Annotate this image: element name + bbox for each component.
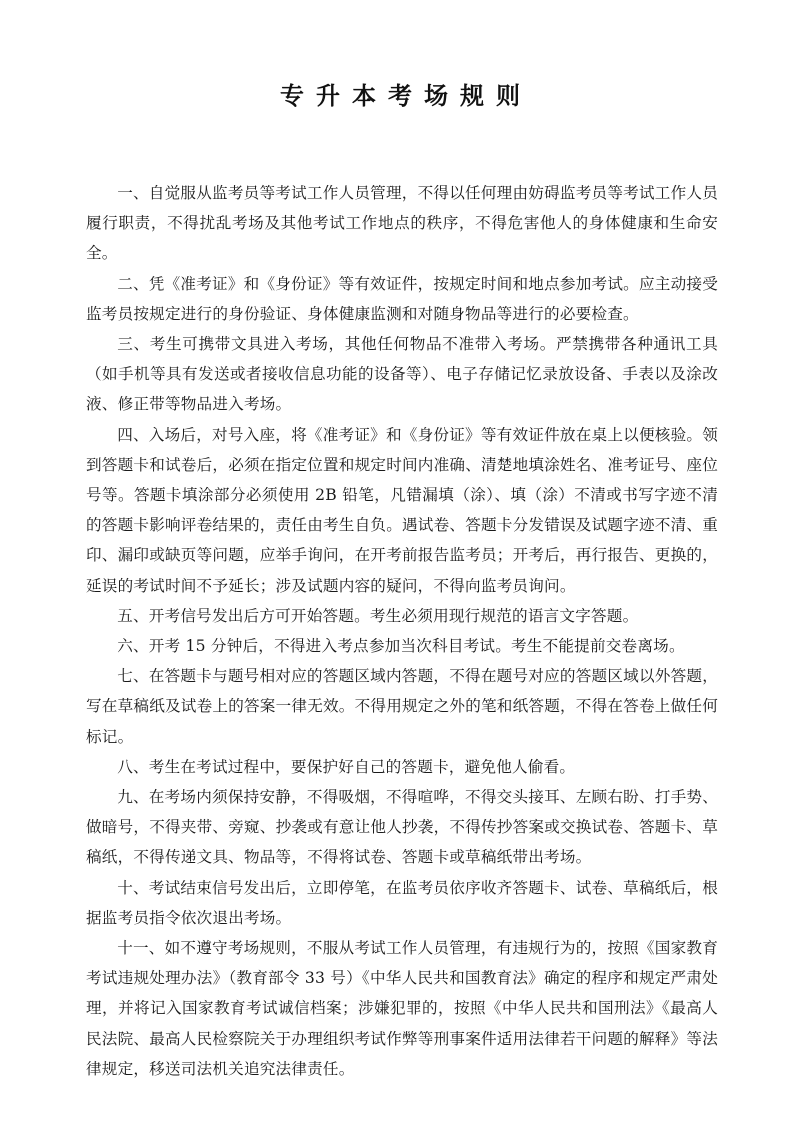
rule-paragraph-6: 六、开考 15 分钟后，不得进入考点参加当次科目考试。考生不能提前交卷离场。 (117, 637, 685, 656)
rule-paragraph-1: 一、自觉服从监考员等考试工作人员管理，不得以任何理由妨碍监考员等考试工作人员履行职责，不得扰乱考场及其他考试工作地点的秩序，不得危害他人的身体健康和生命安全。 (86, 184, 718, 263)
rule-paragraph-2: 二、凭《准考证》和《身份证》等有效证件，按规定时间和地点参加考试。应主动接受监考员按规定进行的身份验证、身体健康监测和对随身物品等进行的必要检查。 (86, 274, 718, 323)
rules-body (86, 178, 718, 1084)
document-title: 专升本考场规则 (280, 82, 532, 110)
rule-paragraph-11: 十一、如不遵守考场规则，不服从考试工作人员管理，有违规行为的，按照《国家教育考试违规处理办法》（教育部令 33 号）《中华人民共和国教育法》确定的程序和规定严肃处理，并将记入国家教育考试诚信档案；涉嫌犯罪的，按照《中华人民共和国刑法》《最高人民法院、最高人民检察院关于办理组织考试作弊等刑事案件适用法律若干问题的解释》等法律规定，移送司法机关追究法律责任。 (86, 939, 718, 1078)
rule-paragraph-5: 五、开考信号发出后方可开始答题。考生必须用现行规范的语言文字答题。 (117, 606, 639, 625)
rule-paragraph-7: 七、在答题卡与题号相对应的答题区域内答题，不得在题号对应的答题区域以外答题，写在草稿纸及试卷上的答案一律无效。不得用规定之外的笔和纸答题，不得在答卷上做任何标记。 (86, 667, 718, 746)
rule-paragraph-10: 十、考试结束信号发出后，立即停笔，在监考员依序收齐答题卡、试卷、草稿纸后，根据监考员指令依次退出考场。 (86, 878, 718, 927)
rule-paragraph-8: 八、考生在考试过程中，要保护好自己的答题卡，避免他人偷看。 (117, 757, 576, 776)
rule-paragraph-9: 九、在考场内须保持安静，不得吸烟，不得喧哗，不得交头接耳、左顾右盼、打手势、做暗号，不得夹带、旁窥、抄袭或有意让他人抄袭，不得传抄答案或交换试卷、答题卡、草稿纸，不得传递文具、物品等，不得将试卷、答题卡或草稿纸带出考场。 (86, 788, 718, 867)
rule-paragraph-3: 三、考生可携带文具进入考场，其他任何物品不准带入考场。严禁携带各种通讯工具（如手机等具有发送或者接收信息功能的设备等）、电子存储记忆录放设备、手表以及涂改液、修正带等物品进入考场。 (86, 335, 718, 414)
rule-paragraph-4: 四、入场后，对号入座，将《准考证》和《身份证》等有效证件放在桌上以便核验。领到答题卡和试卷后，必须在指定位置和规定时间内准确、清楚地填涂姓名、准考证号、座位号等。答题卡填涂部分必须使用 2B 铅笔，凡错漏填（涂）、填（涂）不清或书写字迹不清的答题卡影响评卷结果的，责任由考生自负。遇试卷、答题卡分发错误及试题字迹不清、重印、漏印或缺页等问题，应举手询问，在开考前报告监考员；开考后，再行报告、更换的，延误的考试时间不予延长；涉及试题内容的疑问，不得向监考员询问。 (86, 425, 718, 595)
